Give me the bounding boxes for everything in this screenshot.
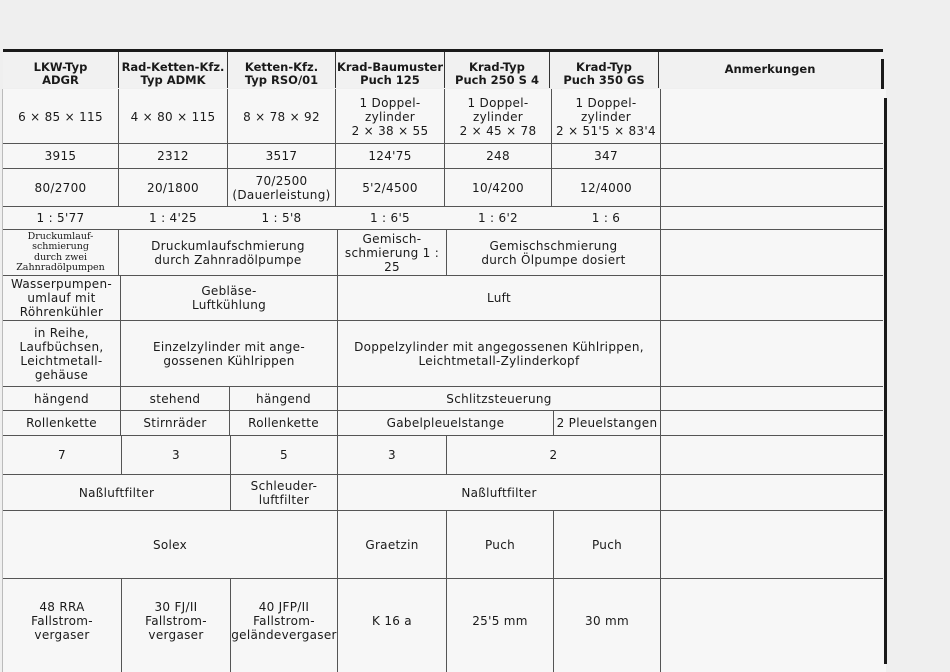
- cell-displacement-puch125: [336, 144, 444, 168]
- cell-text: 10/4200: [472, 180, 524, 195]
- cell-text: Schleuder- luftfilter: [250, 478, 318, 507]
- cell-text: stehend: [149, 391, 201, 406]
- cell-text: 1 Doppel- zylinder 2 × 45 × 78: [459, 96, 537, 138]
- cell-lubrication-admk-rso: [119, 230, 337, 275]
- table-body: [3, 89, 886, 672]
- cell-text: Luft: [487, 291, 511, 305]
- cell-text: Gebläse- Luftkühlung: [191, 284, 267, 312]
- header-rso01: [228, 52, 335, 88]
- cell-displacement-puch350: [552, 144, 660, 168]
- cell-bore-rso: [228, 91, 335, 143]
- cell-text: 40 JFP/II Fallstrom- geländevergaser: [231, 600, 337, 642]
- header-anmerkungen: [659, 52, 881, 88]
- cell-text: Solex: [152, 537, 188, 552]
- cell-text: 20/1800: [147, 180, 199, 195]
- cell-compression-puch350: [552, 207, 660, 229]
- cell-bore-puch125: [336, 91, 444, 143]
- cell-carb-type-puch350: [554, 579, 660, 663]
- cell-text: Stirnräder: [143, 416, 207, 430]
- cell-text: 3: [388, 448, 396, 462]
- cell-text: 248: [486, 149, 510, 163]
- cell-text: Gabelpleuelstange: [386, 416, 505, 430]
- cell-compression-rso: [228, 207, 335, 229]
- cell-text: 1 : 5'8: [261, 211, 302, 225]
- cell-valves-rso: [230, 387, 337, 410]
- cell-drive-admk: [121, 411, 229, 435]
- cell-bearings-admk: [122, 436, 230, 474]
- cell-text: hängend: [34, 391, 89, 406]
- table-header: [3, 52, 883, 88]
- cell-cooling-admk-rso: [121, 276, 337, 320]
- cell-text: 7: [58, 448, 66, 462]
- cell-airfilter-rso: [231, 475, 337, 510]
- cell-text: 6 × 85 × 115: [18, 110, 103, 124]
- cell-text: Naßluftfilter: [461, 485, 537, 500]
- cell-bearings-puch125: [338, 436, 446, 474]
- cell-bore-puch350: [552, 91, 660, 143]
- cell-text: Schlitzsteuerung: [446, 391, 552, 406]
- cell-drive-rso: [230, 411, 337, 435]
- cell-power-adgr: [3, 169, 118, 206]
- cell-valves-admk: [121, 387, 229, 410]
- cell-text: Einzelzylinder mit ange- gossenen Kühlrippen: [153, 339, 305, 368]
- cell-text: 25'5 mm: [472, 614, 528, 628]
- cell-text: in Reihe, Laufbüchsen, Leichtmetall- gehäuse: [19, 325, 104, 382]
- header-label: Krad-Typ Puch 350 GS: [563, 60, 645, 87]
- cell-drive-adgr: [3, 411, 120, 435]
- header-label: Anmerkungen: [724, 62, 816, 76]
- cell-text: 3517: [265, 149, 298, 163]
- cell-text: Graetzin: [365, 537, 419, 552]
- cell-text: Puch: [591, 537, 623, 552]
- cell-bearings-adgr: [3, 436, 121, 474]
- cell-carb-make-adgr-rso: [3, 511, 337, 578]
- header-right-rule: [881, 59, 884, 89]
- cell-text: 1 : 6'2: [478, 211, 518, 225]
- cell-text: Druckumlauf- schmierung durch zwei Zahnradölpumpen: [16, 230, 105, 273]
- cell-text: 1 : 6: [591, 211, 621, 225]
- header-label: Ketten-Kfz. Typ RSO/01: [244, 60, 319, 87]
- cell-text: 1 : 5'77: [36, 211, 85, 225]
- cell-text: K 16 a: [372, 614, 412, 628]
- cell-text: 2: [549, 448, 558, 462]
- cell-carb-type-rso: [231, 579, 337, 663]
- cell-airfilter-adgr-admk: [3, 475, 230, 510]
- header-puch-350: [550, 52, 658, 88]
- sheet-right-rule: [884, 98, 887, 664]
- header-admk: [119, 52, 227, 88]
- cell-carb-make-puch125: [338, 511, 446, 578]
- cell-bore-adgr: [3, 91, 118, 143]
- cell-carb-type-adgr: [3, 579, 121, 663]
- cell-text: 5'2/4500: [362, 180, 418, 195]
- cell-text: Druckumlaufschmierung durch Zahnradölpumpe: [151, 238, 305, 267]
- cell-text: 12/4000: [580, 180, 632, 195]
- cell-text: 347: [594, 149, 618, 163]
- col-divider: [660, 89, 661, 672]
- cell-carb-type-admk: [122, 579, 230, 663]
- cell-text: 2312: [157, 149, 189, 163]
- cell-carb-make-puch250: [447, 511, 553, 578]
- cell-power-puch250: [445, 169, 551, 206]
- cell-compression-admk: [119, 207, 227, 229]
- cell-cylinder-puch: [338, 321, 660, 386]
- cell-bore-puch250: [445, 91, 551, 143]
- header-label: Krad-Typ Puch 250 S 4: [455, 60, 539, 87]
- cell-text: 1 : 6'5: [370, 211, 410, 225]
- cell-drive-puch350: [554, 411, 660, 435]
- cell-cylinder-admk-rso: [121, 321, 337, 386]
- cell-text: 1 Doppel- zylinder 2 × 51'5 × 83'4: [556, 96, 656, 138]
- cell-text: 124'75: [368, 149, 412, 163]
- header-puch-125: [336, 52, 444, 88]
- cell-airfilter-puch: [338, 475, 660, 510]
- cell-displacement-admk: [119, 144, 227, 168]
- cell-power-puch350: [552, 169, 660, 206]
- cell-text: 1 : 4'25: [149, 211, 197, 225]
- cell-compression-puch250: [445, 207, 551, 229]
- cell-text: 70/2500 (Dauerleistung): [232, 173, 331, 202]
- cell-cooling-adgr: [3, 276, 120, 320]
- cell-text: 48 RRA Fallstrom- vergaser: [31, 600, 93, 642]
- cell-displacement-rso: [228, 144, 335, 168]
- cell-text: hängend: [256, 391, 311, 406]
- cell-carb-make-puch350: [554, 511, 660, 578]
- cell-bore-admk: [119, 91, 227, 143]
- cell-text: 80/2700: [34, 180, 87, 195]
- cell-carb-type-puch250: [447, 579, 553, 663]
- header-label: Krad-Baumuster Puch 125: [336, 60, 444, 87]
- cell-carb-type-puch125: [338, 579, 446, 663]
- cell-text: 30 mm: [585, 614, 629, 628]
- cell-power-rso: [228, 169, 335, 206]
- cell-text: Rollenkette: [248, 416, 319, 430]
- cell-text: Gemischschmierung durch Ölpumpe dosiert: [481, 238, 626, 267]
- cell-compression-adgr: [3, 207, 118, 229]
- cell-lubrication-puch125: [338, 230, 446, 275]
- cell-displacement-puch250: [445, 144, 551, 168]
- cell-drive-puch125-250: [338, 411, 553, 435]
- cell-compression-puch125: [336, 207, 444, 229]
- cell-text: 2 Pleuelstangen: [556, 416, 658, 430]
- cell-valves-adgr: [3, 387, 120, 410]
- cell-text: Wasserpumpen- umlauf mit Röhrenkühler: [10, 277, 113, 319]
- header-label: LKW-Typ ADGR: [33, 60, 88, 87]
- cell-text: 30 FJ/II Fallstrom- vergaser: [145, 600, 207, 642]
- cell-lubrication-adgr: [3, 230, 118, 275]
- cell-power-admk: [119, 169, 227, 206]
- cell-lubrication-puch250-350: [447, 230, 660, 275]
- cell-text: 3915: [44, 149, 77, 163]
- cell-displacement-adgr: [3, 144, 118, 168]
- cell-cylinder-adgr: [3, 321, 120, 386]
- cell-text: 1 Doppel- zylinder 2 × 38 × 55: [351, 96, 429, 138]
- cell-text: 8 × 78 × 92: [243, 110, 320, 124]
- cell-text: Gemisch- schmierung 1 : 25: [344, 231, 440, 274]
- cell-text: Doppelzylinder mit angegossenen Kühlrippen, Leichtmetall-Zylinderkopf: [354, 339, 644, 368]
- header-label: Rad-Ketten-Kfz. Typ ADMK: [121, 60, 225, 87]
- cell-text: 4 × 80 × 115: [130, 110, 216, 124]
- cell-cooling-puch: [338, 276, 660, 320]
- cell-text: 3: [172, 448, 180, 462]
- cell-text: Naßluftfilter: [78, 485, 155, 500]
- cell-text: Puch: [484, 537, 516, 552]
- header-puch-250: [445, 52, 549, 88]
- cell-text: Rollenkette: [26, 416, 97, 430]
- cell-text: 5: [280, 448, 288, 462]
- cell-bearings-rso: [231, 436, 337, 474]
- cell-bearings-puch250-350: [447, 436, 660, 474]
- cell-power-puch125: [336, 169, 444, 206]
- header-lkw-adgr: [3, 52, 118, 88]
- cell-valves-puch: [338, 387, 660, 410]
